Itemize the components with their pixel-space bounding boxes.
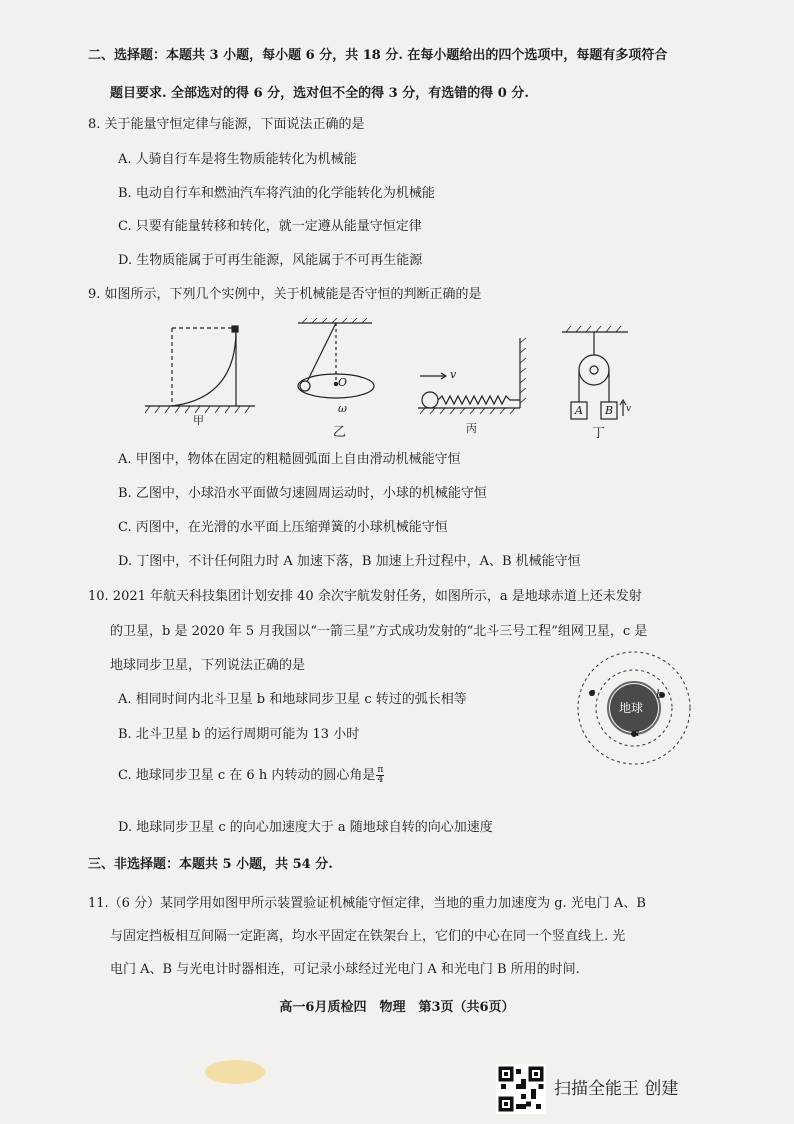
q9-stem: 9. 如图所示，下列几个实例中，关于机械能是否守恒的判断正确的是: [88, 287, 482, 302]
q11-line2: 与固定挡板相互间隔一定距离，均水平固定在铁架台上，它们的中心在同一个竖直线上. 光: [110, 929, 626, 944]
q10-option-d: D. 地球同步卫星 c 的向心加速度大于 a 随地球自转的向心加速度: [118, 820, 493, 835]
figure-ding-label: 丁: [592, 426, 606, 441]
q10-option-c: [118, 766, 384, 785]
q10-option-a: A. 相同时间内北斗卫星 b 和地球同步卫星 c 转过的弧长相等: [118, 692, 467, 707]
fraction-pi-over-4: [376, 766, 384, 785]
figure-ding: [562, 326, 628, 419]
section2-heading-line2: 题目要求. 全部选对的得 6 分，选对但不全的得 3 分，有选错的得 0 分.: [110, 86, 529, 101]
figure-yi-omega-label: ω: [338, 402, 347, 415]
q8-option-b: B. 电动自行车和燃油汽车将汽油的化学能转化为机械能: [118, 186, 435, 201]
q9-option-b: B. 乙图中，小球沿水平面做匀速圆周运动时，小球的机械能守恒: [118, 486, 487, 501]
q8-option-c: C. 只要有能量转移和转化，就一定遵从能量守恒定律: [118, 219, 422, 234]
section3-heading: 三、非选择题：本题共 5 小题，共 54 分.: [88, 857, 333, 872]
section2-heading-line1: 二、选择题：本题共 3 小题，每小题 6 分，共 18 分. 在每小题给出的四个选项中，每题有多项符合: [88, 48, 668, 63]
q10-stem-line3: 地球同步卫星，下列说法正确的是: [110, 658, 306, 673]
q9-figures: [0, 318, 794, 443]
figure-bing-v-label: v: [450, 368, 457, 381]
q11-line1: 11.（6 分）某同学用如图甲所示装置验证机械能守恒定律，当地的重力加速度为 g. 光电门 A、B: [88, 896, 646, 911]
qr-code-icon: [496, 1064, 546, 1114]
q9-option-a: A. 甲图中，物体在固定的粗糙圆弧面上自由滑动机械能守恒: [118, 452, 461, 467]
q9-option-d: D. 丁图中，不计任何阻力时 A 加速下落，B 加速上升过程中，A、B 机械能守恒: [118, 554, 581, 569]
figure-bing: [418, 338, 526, 414]
figure-jia-label: 甲: [193, 414, 204, 427]
q10-option-b: B. 北斗卫星 b 的运行周期可能为 13 小时: [118, 727, 360, 742]
figure-ding-v-label: v: [626, 404, 632, 414]
figure-ding-b-label: B: [605, 404, 614, 417]
q10-option-c-text: C. 地球同步卫星 c 在 6 h 内转动的圆心角是: [118, 768, 376, 783]
q11-line3: 电门 A、B 与光电计时器相连，可记录小球经过光电门 A 和光电门 B 所用的时间.: [110, 962, 580, 977]
q9-option-c: C. 丙图中，在光滑的水平面上压缩弹簧的小球机械能守恒: [118, 520, 448, 535]
figure-yi-o-label: O: [338, 376, 348, 389]
q8-stem: 8. 关于能量守恒定律与能源，下面说法正确的是: [88, 117, 365, 132]
fraction-denominator: 4: [377, 775, 384, 785]
fraction-numerator: π: [377, 765, 384, 775]
yellow-smudge: [205, 1060, 265, 1084]
orbit-earth-label: 地球: [619, 701, 644, 715]
q8-option-a: A. 人骑自行车是将生物质能转化为机械能: [118, 152, 357, 167]
figure-jia: [145, 326, 255, 413]
orbit-label-a: a: [633, 726, 640, 739]
orbit-label-b: b: [656, 688, 664, 701]
page-footer: 高一6月质检四 物理 第3页（共6页）: [279, 1000, 515, 1015]
figure-yi-label: 乙: [333, 425, 347, 440]
q8-option-d: D. 生物质能属于可再生能源，风能属于不可再生能源: [118, 253, 423, 268]
figure-yi: [298, 318, 374, 398]
q10-stem-line2: 的卫星，b 是 2020 年 5 月我国以“一箭三星”方式成功发射的“北斗三号工程”组网卫星，c 是: [110, 624, 648, 639]
figure-bing-label: 丙: [466, 422, 477, 435]
figure-ding-a-label: A: [575, 404, 583, 417]
orbit-label-c: c: [589, 686, 596, 699]
q10-stem-line1: 10. 2021 年航天科技集团计划安排 40 余次宇航发射任务，如图所示，a 是地球赤道上还未发射: [88, 589, 642, 604]
scanner-watermark: 扫描全能王 创建: [554, 1079, 679, 1099]
